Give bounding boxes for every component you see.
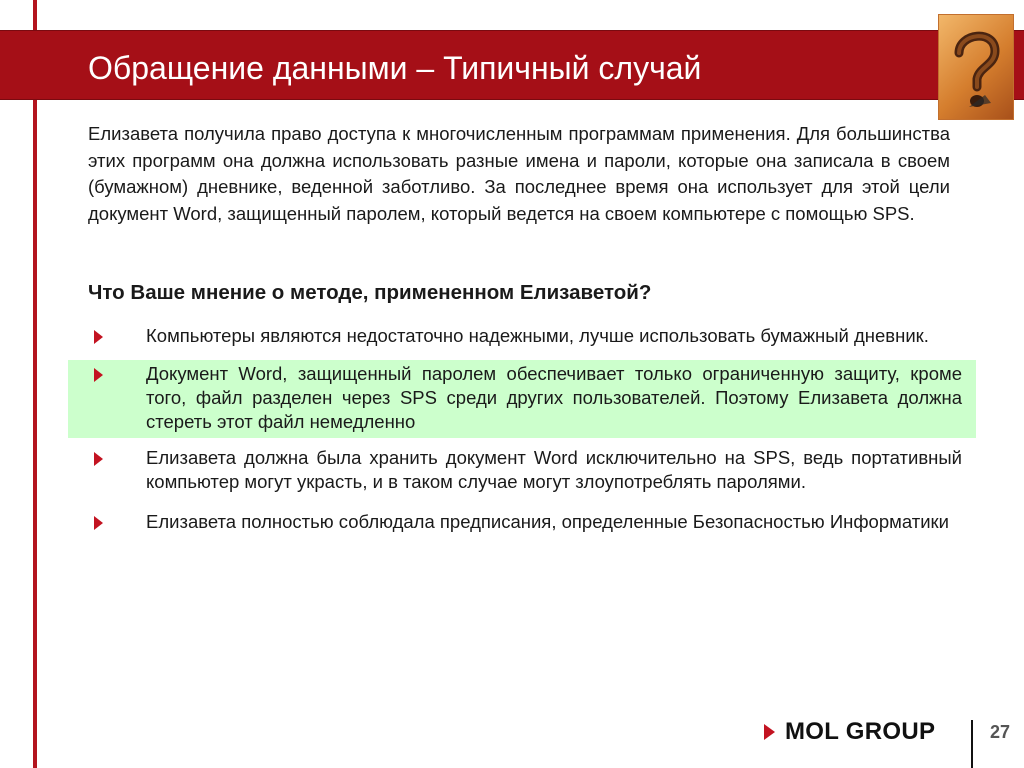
triangle-bullet-icon (94, 368, 103, 382)
footer-divider (971, 720, 973, 768)
answer-option[interactable] (68, 444, 976, 498)
answer-text: Елизавета полностью соблюдала предписания, определенные Безопасностью Информатики (146, 511, 949, 532)
intro-paragraph: Елизавета получила право доступа к многочисленным программам применения. Для большинства этих программ она должна использовать разные имена и пароли, которые она записала в своем (бумажном) дневнике, веденной заботливо. За последнее время она использует для этой цели документ Word, защищенный паролем, который ведется на своем компьютере с помощью SPS. (88, 123, 950, 224)
answer-text: Елизавета должна была хранить документ Word исключительно на SPS, ведь портативный компьютер могут украсть, и в таком случае могут злоупотреблять паролями. (146, 447, 962, 492)
left-accent-rule (33, 0, 37, 768)
answer-option[interactable] (68, 508, 976, 538)
answer-list (68, 322, 976, 538)
triangle-arrow-icon (764, 724, 775, 740)
page-number: 27 (990, 722, 1011, 742)
slide-title: Обращение данными – Типичный случай (88, 50, 702, 86)
answer-text: Документ Word, защищенный паролем обеспечивает только ограниченную защиту, кроме того, файл разделен через SPS среди других пользователей. Поэтому Елизавета должна стереть этот файл немедленно (146, 363, 962, 432)
answer-option[interactable] (68, 322, 976, 352)
triangle-bullet-icon (94, 330, 103, 344)
answer-option-highlighted[interactable] (68, 360, 976, 438)
triangle-bullet-icon (94, 516, 103, 530)
brand-name: MOL GROUP (785, 718, 936, 745)
mol-group-logo (764, 718, 935, 746)
question-heading: Что Ваше мнение о методе, примененном Елизаветой? (88, 281, 652, 304)
triangle-bullet-icon (94, 452, 103, 466)
answer-text: Компьютеры являются недостаточно надежными, лучше использовать бумажный дневник. (146, 325, 929, 346)
question-mark-icon (938, 14, 1014, 120)
